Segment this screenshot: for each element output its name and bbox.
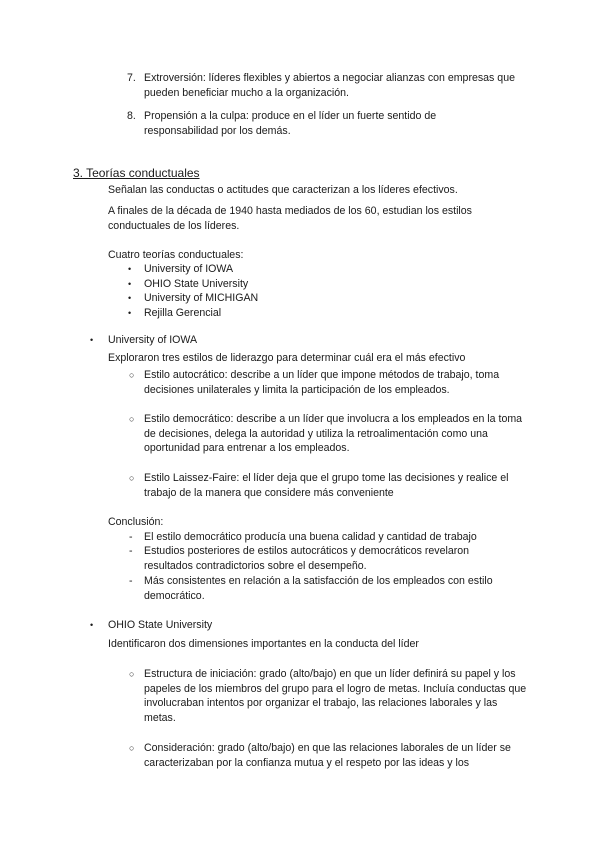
bullet-icon: • xyxy=(90,335,94,345)
theory-item: OHIO State University xyxy=(144,278,249,290)
ohio-intro: Identificaron dos dimensiones importantes en la conducta del líder xyxy=(108,638,419,650)
circle-bullet-icon: ○ xyxy=(129,370,135,380)
conclusion-item: Más consistentes en relación a la satisfacción de los empleados con estilo democrático. xyxy=(144,575,493,602)
list-number: 8. xyxy=(127,110,136,122)
list-item-extroversion: Extroversión: líderes flexibles y abiertos a negociar alianzas con empresas que pueden beneficiar mucho a la organización. xyxy=(144,72,515,99)
iowa-intro: Exploraron tres estilos de liderazgo para determinar cuál era el más efectivo xyxy=(108,352,466,364)
ohio-title: OHIO State University xyxy=(108,619,213,631)
iowa-style-democratic: Estilo democrático: describe a un líder que involucra a los empleados en la toma de decisiones, delega la autoridad y utiliza la retroalimentación como una oportunidad para entrenar a los empleados. xyxy=(144,413,523,455)
theory-item: Rejilla Gerencial xyxy=(144,307,222,319)
bullet-icon: • xyxy=(128,264,132,274)
bullet-icon: • xyxy=(128,279,132,289)
section-heading: 3. Teorías conductuales xyxy=(73,166,200,180)
iowa-style-autocratic: Estilo autocrático: describe a un líder que impone métodos de trabajo, toma decisiones unilaterales y limita la participación de los empleados. xyxy=(144,369,500,396)
ohio-dimension-consideration: Consideración: grado (alto/bajo) en que las relaciones laborales de un líder se caracterizaban por la confianza mutua y el respeto por las ideas y los xyxy=(144,742,511,769)
circle-bullet-icon: ○ xyxy=(129,743,135,753)
dash-bullet-icon: - xyxy=(129,531,133,543)
section-intro: Señalan las conductas o actitudes que caracterizan a los líderes efectivos. xyxy=(108,184,458,196)
list-item-propension: Propensión a la culpa: produce en el líder un fuerte sentido de responsabilidad por los demás. xyxy=(144,110,437,137)
iowa-title: University of IOWA xyxy=(108,334,198,346)
conclusion-item: El estilo democrático producía una buena calidad y cantidad de trabajo xyxy=(144,531,477,543)
iowa-style-laissez-faire: Estilo Laissez-Faire: el líder deja que el grupo tome las decisiones y realice el trabajo de la manera que considere más conveniente xyxy=(144,472,509,499)
theories-label: Cuatro teorías conductuales: xyxy=(108,249,244,261)
conclusion-label: Conclusión: xyxy=(108,516,164,528)
theory-item: University of IOWA xyxy=(144,263,234,275)
dash-bullet-icon: - xyxy=(129,575,133,587)
dash-bullet-icon: - xyxy=(129,545,133,557)
ohio-dimension-structure: Estructura de iniciación: grado (alto/bajo) en que un líder definirá su papel y los papeles de los miembros del grupo para el logro de metas. Incluía conductas que involucraban intentos por organizar el trabajo, las relaciones laborales y las metas. xyxy=(144,668,527,724)
conclusion-item: Estudios posteriores de estilos autocráticos y democráticos revelaron resultados contradictorios sobre el desempeño. xyxy=(144,545,470,572)
bullet-icon: • xyxy=(90,620,94,630)
circle-bullet-icon: ○ xyxy=(129,473,135,483)
bullet-icon: • xyxy=(128,293,132,303)
theory-item: University of MICHIGAN xyxy=(144,292,259,304)
list-number: 7. xyxy=(127,72,136,84)
section-history: A finales de la década de 1940 hasta mediados de los 60, estudian los estilos conductuales de los líderes. xyxy=(108,205,472,232)
circle-bullet-icon: ○ xyxy=(129,414,135,424)
circle-bullet-icon: ○ xyxy=(129,669,135,679)
bullet-icon: • xyxy=(128,308,132,318)
